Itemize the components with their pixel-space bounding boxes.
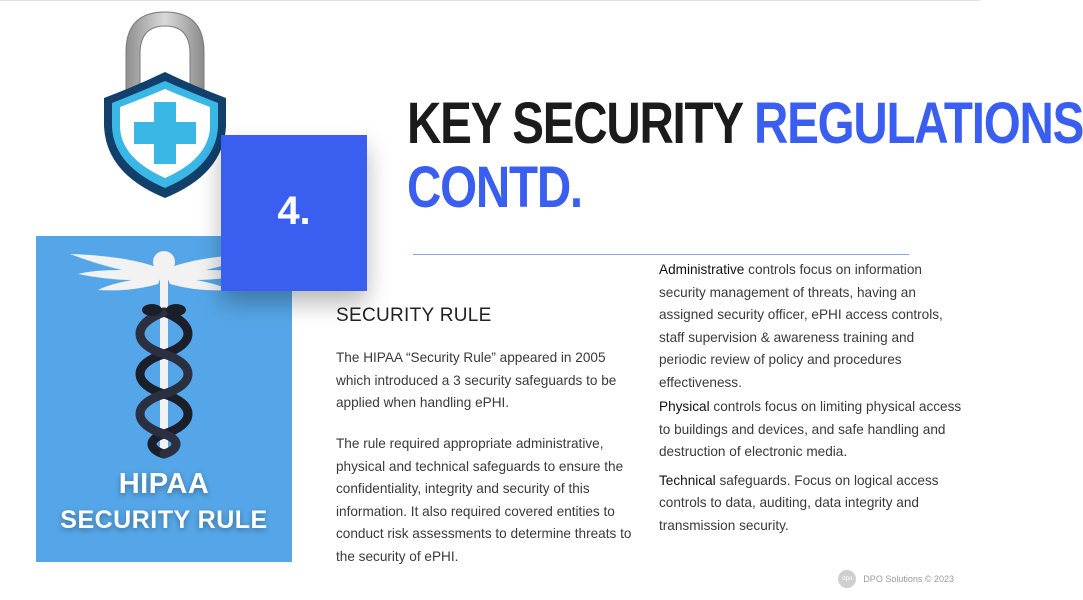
- safeguards-list: [659, 259, 964, 539]
- footer-credit: DPO Solutions © 2023: [863, 574, 954, 584]
- slide-title: [407, 91, 1083, 220]
- footer: [838, 570, 954, 588]
- section-number-tile: [221, 135, 367, 291]
- title-blue-part: REGULATIONS: [753, 91, 1083, 156]
- safeguard-term: Physical: [659, 399, 710, 414]
- safeguard-technical: [659, 470, 964, 538]
- requirements-paragraph: The rule required appropriate administrative, physical and technical safeguards to ensure the confidentiality, integrity and security of this information. It also required covered entities to conduct risk assessments to determine threats to the security of ePHI.: [336, 436, 632, 564]
- dpo-logo-icon: dpo: [838, 570, 856, 588]
- safeguard-text: safeguards. Focus on logical access controls to data, auditing, data integrity and transmission security.: [659, 472, 939, 533]
- safeguard-term: Administrative: [659, 262, 745, 277]
- safeguard-physical: [659, 396, 964, 464]
- section-number: 4.: [277, 189, 311, 233]
- title-divider: [413, 254, 909, 255]
- intro-paragraph: The HIPAA “Security Rule” appeared in 2005 which introduced a 3 security safeguards to be applied when handling ePHI.: [336, 350, 617, 410]
- section-title: SECURITY RULE: [336, 305, 492, 326]
- safeguard-text: controls focus on information security management of threats, having an assigned security officer, ePHI access controls, staff supervision & awareness training and periodic review of policy and procedures effectiveness.: [659, 262, 943, 390]
- title-dark-part: KEY SECURITY: [407, 91, 754, 156]
- top-border: [0, 0, 980, 1]
- safeguard-text: controls focus on limiting physical access to buildings and devices, and safe handling and destruction of electronic media.: [659, 399, 962, 459]
- title-blue-line2: CONTD.: [407, 155, 582, 220]
- hipaa-subtitle: SECURITY RULE: [60, 506, 268, 534]
- safeguard-administrative: [659, 259, 964, 394]
- hipaa-title: HIPAA: [118, 468, 210, 500]
- shield-lock-icon: [100, 6, 230, 202]
- safeguard-term: Technical: [659, 472, 716, 488]
